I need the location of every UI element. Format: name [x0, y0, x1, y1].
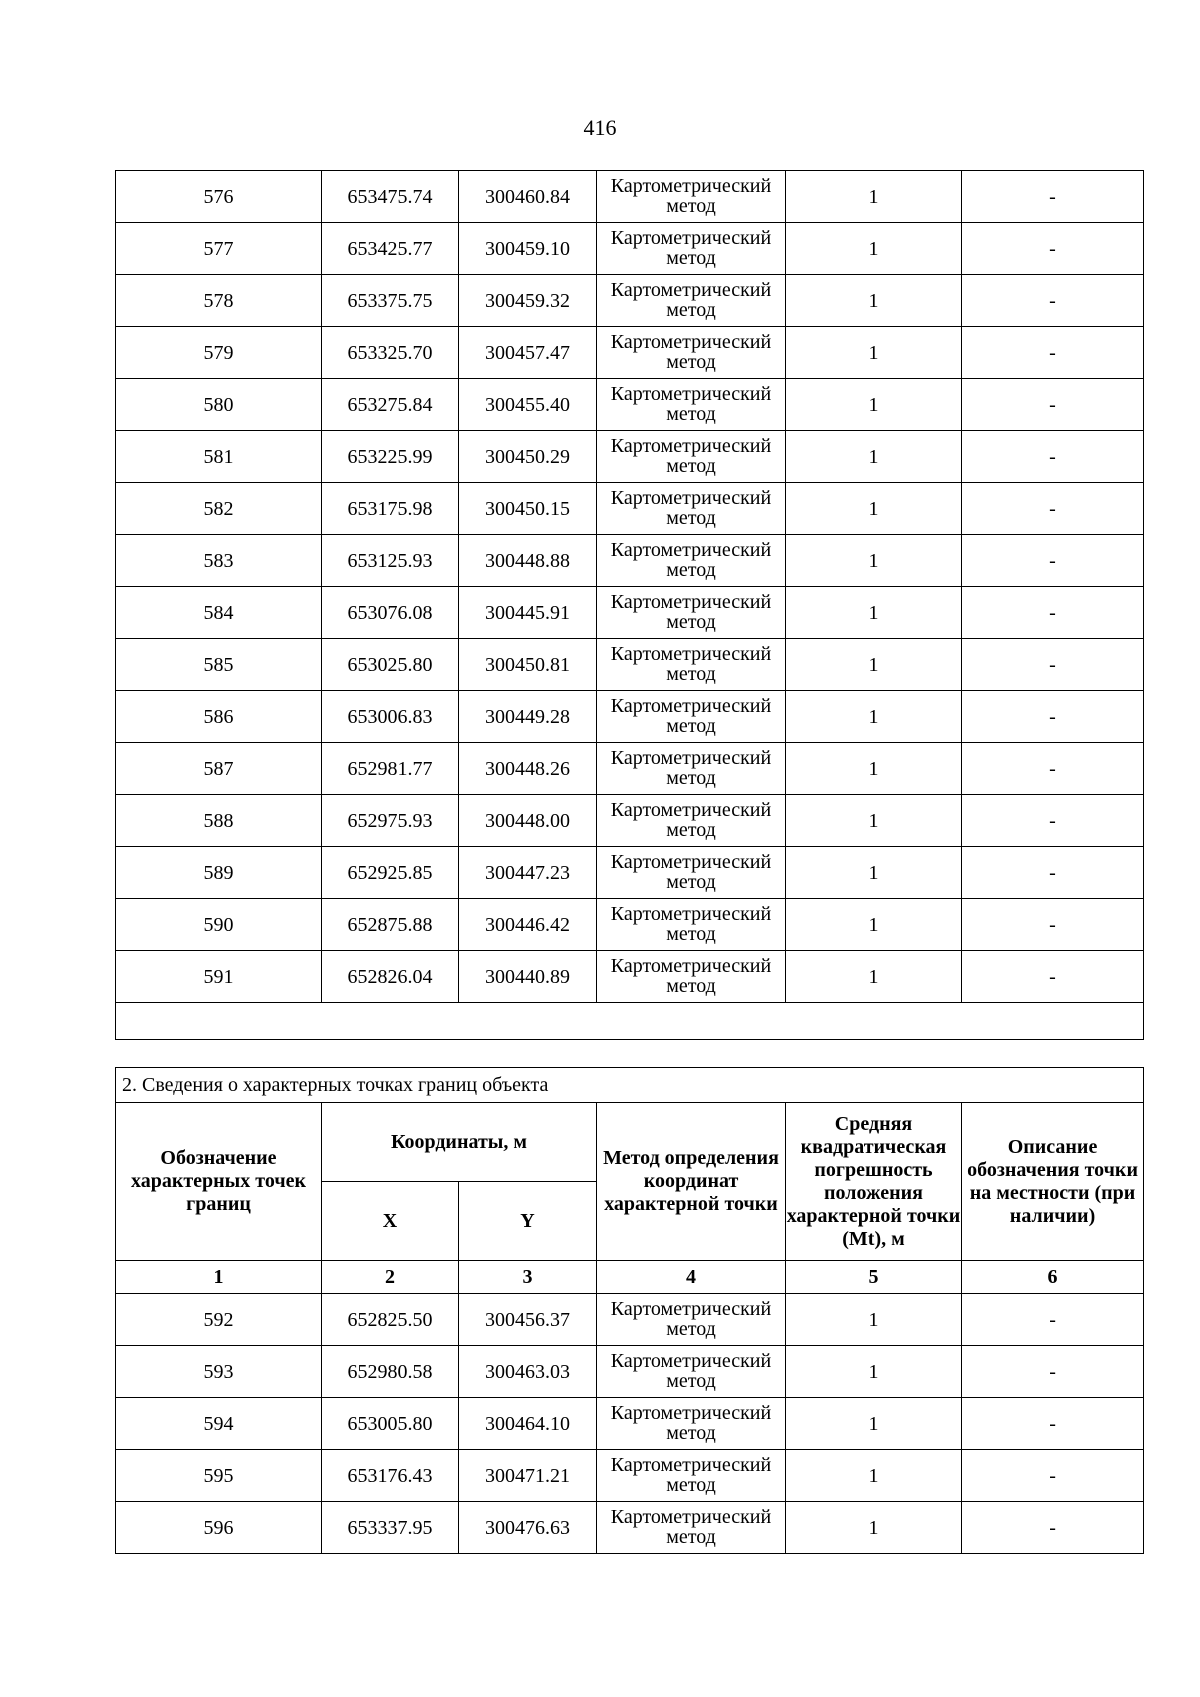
method-cell: Картометрический метод [597, 275, 786, 327]
point-id-cell: 587 [116, 743, 322, 795]
x-coordinate-cell: 653425.77 [322, 223, 459, 275]
y-coordinate-cell: 300445.91 [459, 587, 597, 639]
error-cell: 1 [786, 1502, 962, 1554]
x-coordinate-cell: 653325.70 [322, 327, 459, 379]
header-description: Описание обозначения точки на местности (при наличии) [962, 1103, 1144, 1261]
column-number: 1 [116, 1261, 322, 1294]
method-cell: Картометрический метод [597, 691, 786, 743]
x-coordinate-cell: 652826.04 [322, 951, 459, 1003]
header-x: X [322, 1182, 459, 1261]
header-error: Средняя квадратическая погрешность положения характерной точки (Mt), м [786, 1103, 962, 1261]
table-row [116, 431, 1144, 483]
description-cell: - [962, 379, 1144, 431]
header-coordinates: Координаты, м [322, 1103, 597, 1182]
error-cell: 1 [786, 691, 962, 743]
point-id-cell: 578 [116, 275, 322, 327]
y-coordinate-cell: 300459.10 [459, 223, 597, 275]
method-cell: Картометрический метод [597, 587, 786, 639]
table-row [116, 1294, 1144, 1346]
y-coordinate-cell: 300448.00 [459, 795, 597, 847]
table-row [116, 691, 1144, 743]
method-cell: Картометрический метод [597, 899, 786, 951]
method-cell: Картометрический метод [597, 795, 786, 847]
y-coordinate-cell: 300450.15 [459, 483, 597, 535]
description-cell: - [962, 431, 1144, 483]
description-cell: - [962, 1294, 1144, 1346]
boundary-points-table-body [116, 1294, 1144, 1554]
error-cell: 1 [786, 223, 962, 275]
section-title: 2. Сведения о характерных точках границ объекта [116, 1068, 1144, 1103]
error-cell: 1 [786, 1398, 962, 1450]
x-coordinate-cell: 653005.80 [322, 1398, 459, 1450]
y-coordinate-cell: 300476.63 [459, 1502, 597, 1554]
description-cell: - [962, 327, 1144, 379]
y-coordinate-cell: 300450.81 [459, 639, 597, 691]
description-cell: - [962, 951, 1144, 1003]
method-cell: Картометрический метод [597, 535, 786, 587]
column-number: 4 [597, 1261, 786, 1294]
table-row [116, 1346, 1144, 1398]
method-cell: Картометрический метод [597, 431, 786, 483]
table-row [116, 535, 1144, 587]
y-coordinate-cell: 300457.47 [459, 327, 597, 379]
table-row [116, 899, 1144, 951]
error-cell: 1 [786, 171, 962, 223]
table-row [116, 1502, 1144, 1554]
description-cell: - [962, 899, 1144, 951]
table-row [116, 1450, 1144, 1502]
description-cell: - [962, 1346, 1144, 1398]
method-cell: Картометрический метод [597, 379, 786, 431]
column-number: 6 [962, 1261, 1144, 1294]
error-cell: 1 [786, 431, 962, 483]
method-cell: Картометрический метод [597, 483, 786, 535]
table-row [116, 743, 1144, 795]
point-id-cell: 577 [116, 223, 322, 275]
point-id-cell: 585 [116, 639, 322, 691]
x-coordinate-cell: 652825.50 [322, 1294, 459, 1346]
x-coordinate-cell: 652875.88 [322, 899, 459, 951]
x-coordinate-cell: 653076.08 [322, 587, 459, 639]
x-coordinate-cell: 653475.74 [322, 171, 459, 223]
error-cell: 1 [786, 1294, 962, 1346]
table-row [116, 223, 1144, 275]
x-coordinate-cell: 653337.95 [322, 1502, 459, 1554]
method-cell: Картометрический метод [597, 1346, 786, 1398]
y-coordinate-cell: 300460.84 [459, 171, 597, 223]
table-row [116, 587, 1144, 639]
boundary-points-table [115, 1067, 1144, 1554]
point-id-cell: 588 [116, 795, 322, 847]
method-cell: Картометрический метод [597, 223, 786, 275]
error-cell: 1 [786, 483, 962, 535]
description-cell: - [962, 743, 1144, 795]
point-id-cell: 596 [116, 1502, 322, 1554]
method-cell: Картометрический метод [597, 951, 786, 1003]
table-row [116, 275, 1144, 327]
description-cell: - [962, 483, 1144, 535]
y-coordinate-cell: 300447.23 [459, 847, 597, 899]
method-cell: Картометрический метод [597, 1502, 786, 1554]
description-cell: - [962, 639, 1144, 691]
y-coordinate-cell: 300448.88 [459, 535, 597, 587]
header-method: Метод определения координат характерной точки [597, 1103, 786, 1261]
method-cell: Картометрический метод [597, 1294, 786, 1346]
point-id-cell: 594 [116, 1398, 322, 1450]
y-coordinate-cell: 300464.10 [459, 1398, 597, 1450]
method-cell: Картометрический метод [597, 1398, 786, 1450]
x-coordinate-cell: 653375.75 [322, 275, 459, 327]
error-cell: 1 [786, 327, 962, 379]
x-coordinate-cell: 653125.93 [322, 535, 459, 587]
point-id-cell: 589 [116, 847, 322, 899]
error-cell: 1 [786, 847, 962, 899]
point-id-cell: 591 [116, 951, 322, 1003]
page-number: 416 [583, 115, 617, 140]
error-cell: 1 [786, 639, 962, 691]
x-coordinate-cell: 653006.83 [322, 691, 459, 743]
error-cell: 1 [786, 535, 962, 587]
description-cell: - [962, 847, 1144, 899]
method-cell: Картометрический метод [597, 743, 786, 795]
method-cell: Картометрический метод [597, 171, 786, 223]
y-coordinate-cell: 300449.28 [459, 691, 597, 743]
y-coordinate-cell: 300448.26 [459, 743, 597, 795]
y-coordinate-cell: 300450.29 [459, 431, 597, 483]
y-coordinate-cell: 300440.89 [459, 951, 597, 1003]
x-coordinate-cell: 652925.85 [322, 847, 459, 899]
table-row [116, 1398, 1144, 1450]
point-id-cell: 586 [116, 691, 322, 743]
column-number: 3 [459, 1261, 597, 1294]
table-row [116, 847, 1144, 899]
header-y: Y [459, 1182, 597, 1261]
x-coordinate-cell: 653176.43 [322, 1450, 459, 1502]
point-id-cell: 582 [116, 483, 322, 535]
method-cell: Картометрический метод [597, 1450, 786, 1502]
point-id-cell: 580 [116, 379, 322, 431]
point-id-cell: 583 [116, 535, 322, 587]
table-row [116, 951, 1144, 1003]
point-id-cell: 590 [116, 899, 322, 951]
column-number: 5 [786, 1261, 962, 1294]
table-row [116, 379, 1144, 431]
method-cell: Картометрический метод [597, 847, 786, 899]
error-cell: 1 [786, 379, 962, 431]
point-id-cell: 595 [116, 1450, 322, 1502]
error-cell: 1 [786, 795, 962, 847]
point-id-cell: 581 [116, 431, 322, 483]
table-row [116, 483, 1144, 535]
description-cell: - [962, 1450, 1144, 1502]
description-cell: - [962, 223, 1144, 275]
empty-cell [116, 1003, 1144, 1040]
error-cell: 1 [786, 275, 962, 327]
error-cell: 1 [786, 1450, 962, 1502]
table-row [116, 171, 1144, 223]
description-cell: - [962, 1398, 1144, 1450]
y-coordinate-cell: 300455.40 [459, 379, 597, 431]
coordinates-table-continued [115, 170, 1144, 1040]
x-coordinate-cell: 653025.80 [322, 639, 459, 691]
point-id-cell: 593 [116, 1346, 322, 1398]
error-cell: 1 [786, 587, 962, 639]
table-row [116, 327, 1144, 379]
x-coordinate-cell: 652975.93 [322, 795, 459, 847]
description-cell: - [962, 691, 1144, 743]
point-id-cell: 584 [116, 587, 322, 639]
description-cell: - [962, 1502, 1144, 1554]
description-cell: - [962, 171, 1144, 223]
empty-row [116, 1003, 1144, 1040]
coordinates-table-body [116, 171, 1144, 1040]
point-id-cell: 579 [116, 327, 322, 379]
description-cell: - [962, 275, 1144, 327]
table-row [116, 639, 1144, 691]
error-cell: 1 [786, 951, 962, 1003]
x-coordinate-cell: 653175.98 [322, 483, 459, 535]
error-cell: 1 [786, 899, 962, 951]
y-coordinate-cell: 300456.37 [459, 1294, 597, 1346]
x-coordinate-cell: 652980.58 [322, 1346, 459, 1398]
point-id-cell: 576 [116, 171, 322, 223]
error-cell: 1 [786, 1346, 962, 1398]
y-coordinate-cell: 300446.42 [459, 899, 597, 951]
method-cell: Картометрический метод [597, 327, 786, 379]
column-number: 2 [322, 1261, 459, 1294]
header-designation: Обозначение характерных точек границ [116, 1103, 322, 1261]
error-cell: 1 [786, 743, 962, 795]
x-coordinate-cell: 653275.84 [322, 379, 459, 431]
y-coordinate-cell: 300471.21 [459, 1450, 597, 1502]
x-coordinate-cell: 653225.99 [322, 431, 459, 483]
description-cell: - [962, 795, 1144, 847]
table-row [116, 795, 1144, 847]
method-cell: Картометрический метод [597, 639, 786, 691]
y-coordinate-cell: 300459.32 [459, 275, 597, 327]
x-coordinate-cell: 652981.77 [322, 743, 459, 795]
point-id-cell: 592 [116, 1294, 322, 1346]
description-cell: - [962, 535, 1144, 587]
description-cell: - [962, 587, 1144, 639]
y-coordinate-cell: 300463.03 [459, 1346, 597, 1398]
